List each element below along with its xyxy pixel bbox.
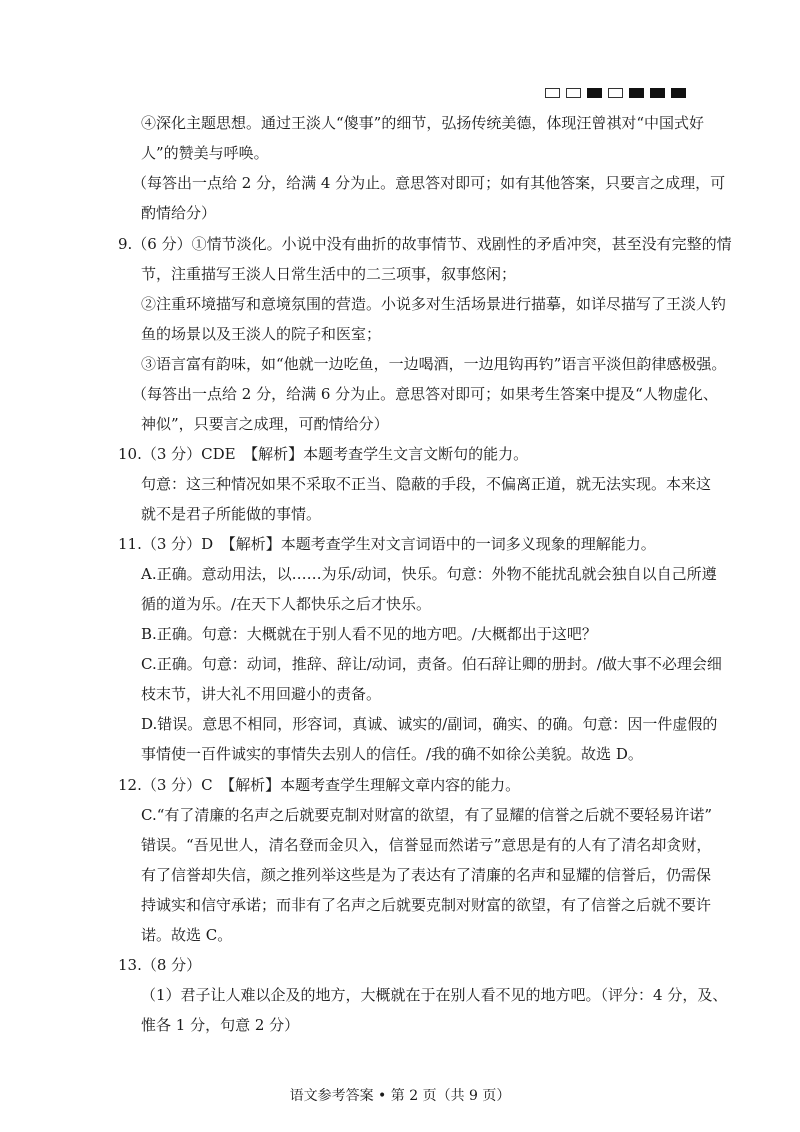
header-mark xyxy=(671,88,686,98)
text-line: 就不是君子所能做的事情。 xyxy=(141,505,322,523)
header-mark xyxy=(587,88,602,98)
text-line: ②注重环境描写和意境氛围的营造。小说多对生活场景进行描摹，如详尽描写了王淡人钓 xyxy=(141,295,727,313)
question-11: 11.（3 分）D 【解析】本题考查学生对文言词语中的一词多义现象的理解能力。 xyxy=(118,535,656,553)
text-line: 诺。故选 C。 xyxy=(141,926,233,944)
header-marks xyxy=(545,88,686,98)
text-line: 事情使一百件诚实的事情失去别人的信任。/我的确不如徐公美貌。故选 D。 xyxy=(141,745,643,763)
text-line: 神似”，只要言之成理，可酌情给分） xyxy=(141,415,389,433)
text-line: 句意：这三种情况如果不采取不正当、隐蔽的手段，不偏离正道，就无法实现。本来这 xyxy=(141,475,712,493)
question-12: 12.（3 分）C 【解析】本题考查学生理解文章内容的能力。 xyxy=(118,776,521,794)
header-mark xyxy=(545,88,560,98)
text-line: 节，注重描写王淡人日常生活中的二三项事，叙事悠闲； xyxy=(141,265,517,283)
text-line: 错误。“吾见世人，清名登而金贝入，信誉显而然诺亏”意思是有的人有了清名却贪财， xyxy=(141,836,712,854)
text-line: （每答出一点给 2 分，给满 4 分为止。意思答对即可；如有其他答案，只要言之成理，可 xyxy=(132,174,726,192)
text-line: 人”的赞美与呼唤。 xyxy=(141,144,269,162)
text-line: ③语言富有韵味，如“他就一边吃鱼，一边喝酒，一边甩钩再钓”语言平淡但韵律感极强。 xyxy=(141,355,727,373)
question-10: 10.（3 分）CDE 【解析】本题考查学生文言文断句的能力。 xyxy=(118,445,529,463)
page-footer: 语文参考答案 • 第 2 页（共 9 页） xyxy=(289,1088,511,1104)
header-mark xyxy=(650,88,665,98)
option-b: B.正确。句意：大概就在于别人看不见的地方吧。/大概都出于这吧？ xyxy=(141,625,597,643)
header-mark xyxy=(566,88,581,98)
option-d: D.错误。意思不相同，形容词，真诚、诚实的/副词，确实、的确。句意：因一件虚假的 xyxy=(141,715,718,733)
header-mark xyxy=(629,88,644,98)
option-a: A.正确。意动用法，以……为乐/动词，快乐。句意：外物不能扰乱就会独自以自己所遵 xyxy=(141,565,717,583)
text-line: 有了信誉却失信，颜之推列举这些是为了表达有了清廉的名声和显耀的信誉后，仍需保 xyxy=(141,866,712,884)
text-line: （1）君子让人难以企及的地方，大概就在于在别人看不见的地方吧。（评分：4 分，及、 xyxy=(141,986,728,1004)
option-c: C.“有了清廉的名声之后就要克制对财富的欲望，有了显耀的信誉之后就不要轻易许诺” xyxy=(141,806,713,824)
question-13: 13.（8 分） xyxy=(118,956,202,974)
text-line: 酌情给分） xyxy=(141,204,217,222)
text-line: 枝末节，讲大礼不用回避小的责备。 xyxy=(141,685,382,703)
question-9: 9.（6 分）①情节淡化。小说中没有曲折的故事情节、戏剧性的矛盾冲突，甚至没有完整的情 xyxy=(118,235,732,253)
option-c: C.正确。句意：动词，推辞、辞让/动词，责备。伯石辞让卿的册封。/做大事不必理会细 xyxy=(141,655,722,673)
header-mark xyxy=(608,88,623,98)
text-line: ④深化主题思想。通过王淡人“傻事”的细节，弘扬传统美德，体现汪曾祺对“中国式好 xyxy=(141,114,705,132)
text-line: 惟各 1 分，句意 2 分） xyxy=(141,1016,300,1034)
text-line: （每答出一点给 2 分，给满 6 分为止。意思答对即可；如果考生答案中提及“人物虚化、 xyxy=(132,385,718,403)
text-line: 持诚实和信守承诺；而非有了名声之后就要克制对财富的欲望，有了信誉之后就不要许 xyxy=(141,896,712,914)
text-line: 循的道为乐。/在天下人都快乐之后才快乐。 xyxy=(141,595,432,613)
text-line: 鱼的场景以及王淡人的院子和医室； xyxy=(141,325,382,343)
